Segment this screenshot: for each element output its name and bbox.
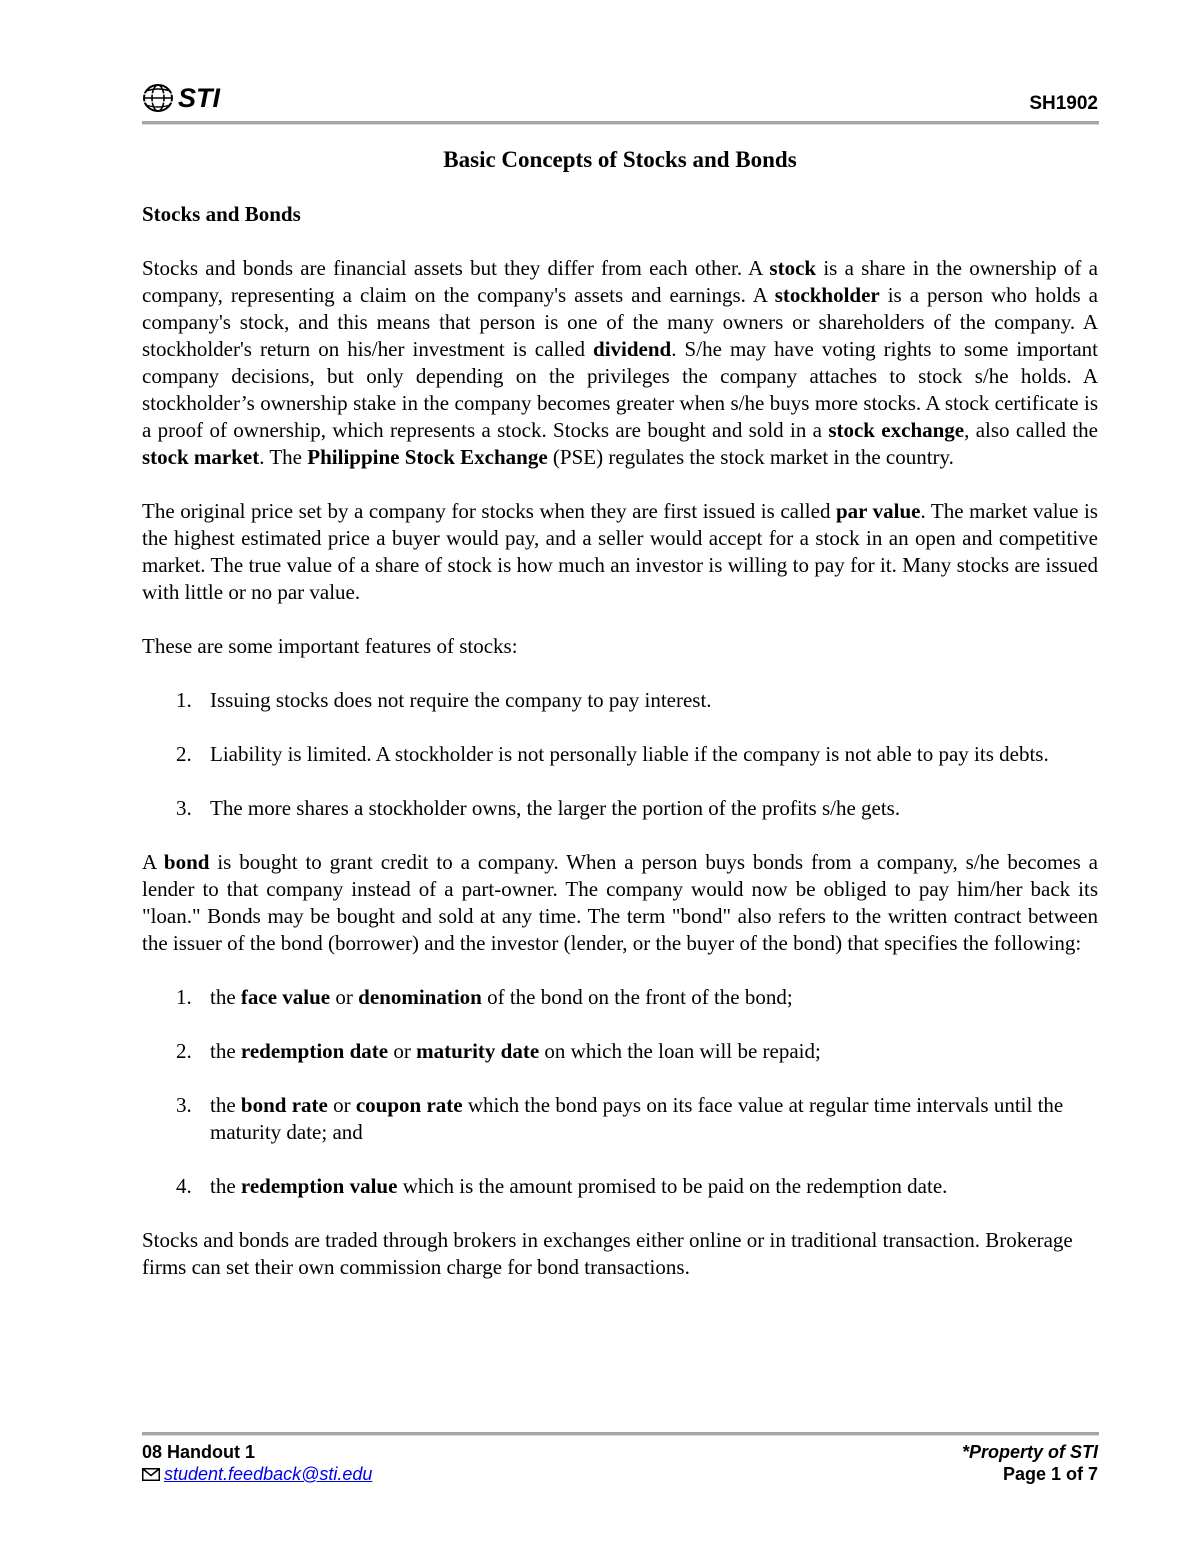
paragraph-features-intro: These are some important features of stocks: xyxy=(142,634,518,658)
document-code: SH1902 xyxy=(1029,93,1098,114)
term-par-value: par value xyxy=(836,499,921,523)
footer-divider xyxy=(142,1432,1099,1436)
envelope-icon xyxy=(142,1468,160,1481)
paragraph-par-value: The original price set by a company for stocks when they are first issued is called par value. The market value is the highest estimated price a buyer would pay, and a seller would accept for a stock in an open and competitive market. The true value of a share of stock is how much an investor is willing to pay for it. Many stocks are issued with little or no par value. xyxy=(142,499,1098,604)
logo-wordmark: STI xyxy=(178,83,221,113)
sti-logo xyxy=(142,82,220,114)
page-number: Page 1 of 7 xyxy=(1002,1464,1098,1484)
footer-left xyxy=(142,1441,372,1485)
property-notice: *Property of STI xyxy=(961,1442,1098,1462)
term-stock: stock xyxy=(769,256,817,280)
list-item: 1. Issuing stocks does not require the company to pay interest. xyxy=(176,688,712,712)
paragraph-stocks-definition: Stocks and bonds are financial assets but they differ from each other. A stock is a share in the ownership of a company, representing a claim on the company's assets and earnings. A stockholder is a person who holds a company's stock, and this means that person is one of the many owners or shareholders of the company. A stockholder's return on his/her investment is called dividend. S/he may have voting rights to some important company decisions, but only depending on the privileges the company attaches to stock s/he holds. A stockholder’s ownership stake in the company becomes greater when s/he buys more stocks. A stock certificate is a proof of ownership, which represents a stock. Stocks are bought and sold in a stock exchange, also called the stock market. The Philippine Stock Exchange (PSE) regulates the stock market in the country. xyxy=(142,256,1098,469)
document-body xyxy=(142,140,1098,1281)
paragraph-brokers: Stocks and bonds are traded through brokers in exchanges either online or in traditional transaction. Brokerage firms can set their own commission charge for bond transactions. xyxy=(142,1228,1073,1279)
list-item: 4. the redemption value which is the amount promised to be paid on the redemption date. xyxy=(176,1174,948,1198)
section-heading: Stocks and Bonds xyxy=(142,202,301,226)
term-dividend: dividend xyxy=(593,337,672,361)
list-item: 2. the redemption date or maturity date on which the loan will be repaid; xyxy=(176,1039,821,1063)
term-pse: Philippine Stock Exchange xyxy=(307,445,548,469)
list-item: 1. the face value or denomination of the bond on the front of the bond; xyxy=(176,985,793,1009)
globe-icon xyxy=(142,83,176,113)
paragraph-bond-definition: A bond is bought to grant credit to a company. When a person buys bonds from a company, s/he becomes a lender to that company instead of a part-owner. The company would now be obliged to pay him/her back its "loan." Bonds may be bought and sold at any time. The term "bond" also refers to the written contract between the issuer of the bond (borrower) and the investor (lender, or the buyer of the bond) that specifies the following: xyxy=(142,850,1098,955)
stock-features-list xyxy=(142,687,1098,822)
term-stock-market: stock market xyxy=(142,445,260,469)
term-stockholder: stockholder xyxy=(774,283,880,307)
document-title: Basic Concepts of Stocks and Bonds xyxy=(443,147,797,172)
feedback-email-link[interactable]: student.feedback@sti.edu xyxy=(164,1464,373,1484)
list-item: 2. Liability is limited. A stockholder is not personally liable if the company is not able to pay its debts. xyxy=(176,742,1049,766)
term-stock-exchange: stock exchange xyxy=(828,418,965,442)
list-item: 3. the bond rate or coupon rate which the bond pays on its face value at regular time intervals until the maturity date; and xyxy=(176,1093,1064,1144)
term-bond: bond xyxy=(163,850,210,874)
footer-right xyxy=(962,1441,1098,1485)
handout-label: 08 Handout 1 xyxy=(142,1442,256,1462)
bond-contract-list xyxy=(142,984,1098,1200)
header-divider xyxy=(142,121,1099,125)
list-item: 3. The more shares a stockholder owns, the larger the portion of the profits s/he gets. xyxy=(176,796,901,820)
